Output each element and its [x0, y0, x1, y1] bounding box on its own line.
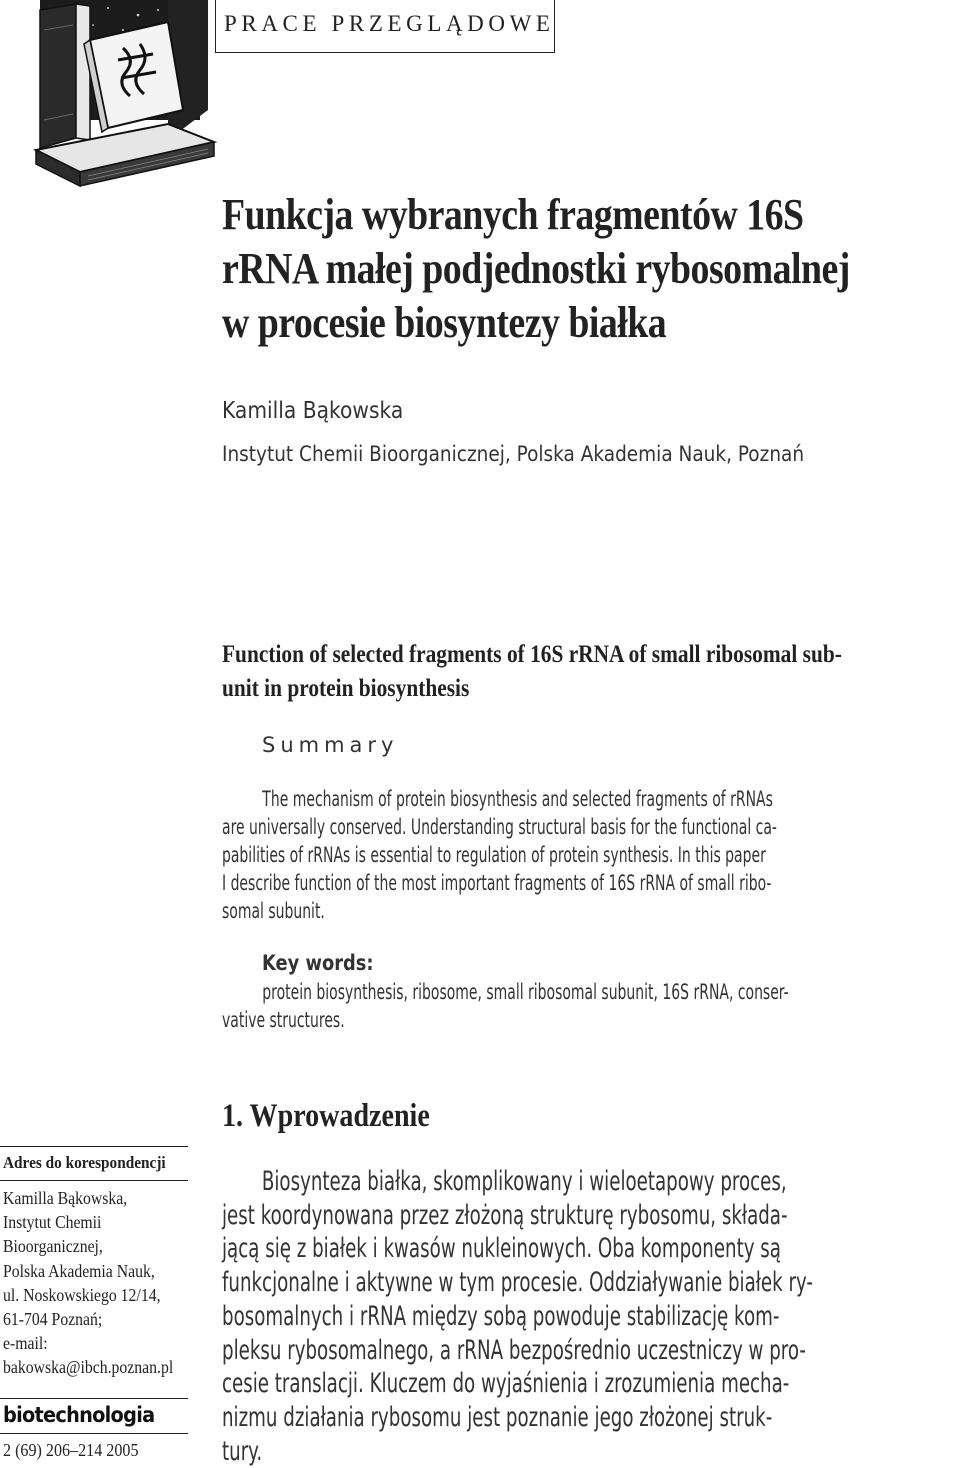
keywords-text — [222, 979, 957, 1035]
address-line: e-mail: — [3, 1333, 48, 1354]
summary-line: I describe function of the most important fragments of 16S rRNA of small ribo- — [222, 871, 772, 896]
journal-logo: biotechnologia — [3, 1403, 155, 1427]
section-label: PRACE PRZEGLĄDOWE — [224, 11, 555, 36]
books-logo-icon — [18, 0, 218, 190]
body-line: tury. — [222, 1435, 263, 1467]
body-line: jącą się z białek i kwasów nukleinowych. Oba komponenty są — [222, 1233, 781, 1265]
english-title — [222, 638, 949, 706]
author-affiliation: Instytut Chemii Bioorganicznej, Polska Akademia Nauk, Poznań — [222, 442, 805, 466]
summary-line: somal subunit. — [222, 899, 325, 924]
summary-line: The mechanism of protein biosynthesis and selected fragments of rRNAs — [262, 787, 773, 812]
body-line: bosomalnych i rRNA między sobą powoduje stabilizację kom- — [222, 1300, 780, 1332]
journal-issue: 2 (69) 206–214 2005 — [3, 1440, 139, 1460]
body-line: jest koordynowana przez złożoną strukturę rybosomu, składa- — [222, 1199, 788, 1231]
body-line: Biosynteza białka, skomplikowany i wieloetapowy proces, — [261, 1166, 787, 1197]
summary-line: are universally conserved. Understanding structural basis for the functional ca- — [222, 815, 777, 840]
summary-label: Summary — [262, 733, 399, 757]
email-address: bakowska@ibch.poznan.pl — [3, 1357, 174, 1378]
keywords-line: vative structures. — [222, 1008, 345, 1033]
address-line: Polska Akademia Nauk, — [3, 1260, 155, 1281]
sidebar-journal-rule — [0, 1433, 188, 1434]
correspondence-heading: Adres do korespondencji — [3, 1153, 166, 1172]
address-line: Kamilla Bąkowska, — [3, 1188, 128, 1208]
section-heading: 1. Wprowadzenie — [222, 1098, 430, 1134]
sidebar-top-rule — [0, 1146, 188, 1147]
keywords-line: protein biosynthesis, ribosome, small ribosomal subunit, 16S rRNA, conser- — [262, 980, 789, 1005]
summary-line: pabilities of rRNAs is essential to regulation of protein synthesis. In this paper — [222, 843, 766, 868]
correspondence-address — [3, 1186, 219, 1380]
address-line: ul. Noskowskiego 12/14, — [3, 1284, 161, 1305]
address-line: Bioorganicznej, — [3, 1236, 103, 1257]
body-line: nizmu działania rybosomu jest poznanie jego złożonej struk- — [222, 1401, 773, 1433]
body-line: pleksu rybosomalnego, a rRNA bezpośrednio uczestniczy w pro- — [222, 1334, 806, 1366]
english-title-line: unit in protein biosynthesis — [222, 675, 470, 702]
english-title-line: Function of selected fragments of 16S rRNA of small ribosomal sub- — [222, 641, 842, 668]
summary-text — [222, 786, 957, 926]
title-line: rRNA małej podjednostki rybosomalnej — [222, 244, 850, 293]
title-line: Funkcja wybranych fragmentów 16S — [222, 190, 804, 239]
address-line: 61-704 Poznań; — [3, 1309, 103, 1330]
keywords-label: Key words: — [262, 951, 374, 975]
title-line: w procesie biosyntezy białka — [222, 298, 667, 347]
sidebar-heading-rule — [0, 1180, 188, 1181]
sidebar-bottom-rule — [0, 1398, 188, 1399]
section-body — [222, 1165, 944, 1468]
article-title — [222, 188, 953, 350]
address-line: Instytut Chemii — [3, 1212, 102, 1233]
body-line: funkcjonalne i aktywne w tym procesie. Oddziaływanie białek ry- — [222, 1267, 814, 1299]
body-line: cesie translacji. Kluczem do wyjaśnienia i zrozumienia mecha- — [222, 1368, 790, 1400]
author-name: Kamilla Bąkowska — [222, 398, 404, 424]
